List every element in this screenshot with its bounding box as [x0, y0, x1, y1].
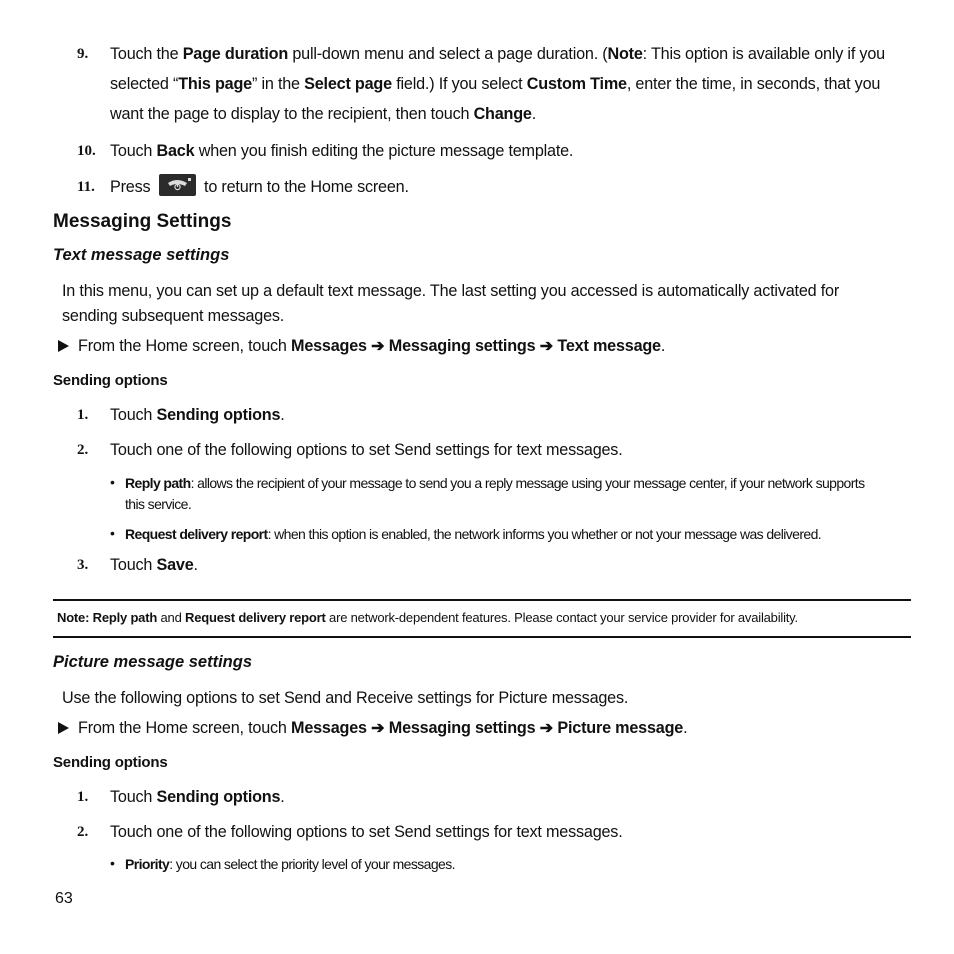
- text-run: pull-down menu and select a page duration. (: [288, 45, 608, 63]
- step-text: [110, 435, 910, 465]
- note-top-rule: [53, 599, 911, 601]
- text-run: From the Home screen, touch: [78, 719, 292, 737]
- text-run: : This option is available only if you: [642, 45, 885, 63]
- bullet-icon: •: [110, 855, 115, 871]
- sending-options-heading: Sending options: [53, 372, 168, 389]
- text-run: .: [193, 556, 198, 574]
- navigation-path-picture: [58, 718, 687, 738]
- step-9-line-3: [110, 99, 910, 129]
- bold-term: Request delivery report: [125, 526, 268, 542]
- navigation-path-text: [58, 336, 665, 356]
- step-number: 10.: [77, 143, 96, 159]
- step-11-text: [110, 172, 910, 202]
- text-run: selected “: [110, 75, 179, 93]
- step-number: 2.: [77, 442, 89, 458]
- bold-term: ➔: [366, 719, 389, 737]
- bold-term: Text message: [557, 337, 661, 355]
- bold-term: ➔: [535, 337, 558, 355]
- page-number: 63: [55, 890, 73, 907]
- step-9-line-2: [110, 69, 910, 99]
- bold-term: Request delivery report: [185, 610, 326, 625]
- text-run: ” in the: [251, 75, 305, 93]
- step-text: [110, 782, 910, 812]
- step-number: 1.: [77, 407, 89, 423]
- bold-term: Priority: [125, 856, 170, 872]
- press-label: Press: [110, 178, 151, 196]
- bold-term: Page duration: [182, 45, 289, 63]
- step-number: 2.: [77, 824, 89, 840]
- text-run: : allows the recipient of your message to send you a reply message using your message center, if your network supports: [190, 475, 865, 491]
- bold-term: Custom Time: [526, 75, 627, 93]
- step-9-line-1: [110, 39, 910, 69]
- triangle-bullet-icon: [58, 340, 69, 352]
- text-run: , enter the time, in seconds, that you: [626, 75, 881, 93]
- text-run: .: [280, 406, 285, 424]
- bullet-reply-path-line-1: [125, 473, 915, 494]
- step-number: 3.: [77, 557, 89, 573]
- bold-term: Note: Reply path: [57, 610, 158, 625]
- text-run: Touch: [110, 788, 157, 806]
- bold-term: Sending options: [156, 788, 281, 806]
- bold-term: Messaging settings: [388, 719, 536, 737]
- step-number: 11.: [77, 179, 95, 195]
- step-text: [110, 550, 910, 580]
- text-run: .: [683, 719, 688, 737]
- bullet-icon: •: [110, 474, 115, 490]
- bold-term: Messages: [291, 719, 367, 737]
- text-run: .: [660, 337, 666, 355]
- text-run: field.) If you select: [391, 75, 527, 93]
- step-text: [110, 817, 910, 847]
- text-run: and: [157, 610, 186, 625]
- bold-term: Sending options: [156, 406, 281, 424]
- bold-term: Picture message: [557, 719, 684, 737]
- text-run: want the page to display to the recipient, then touch: [110, 105, 474, 123]
- bold-term: ➔: [535, 719, 558, 737]
- text-run: Touch: [110, 556, 157, 574]
- step-number: 9.: [77, 46, 89, 62]
- path-text: [78, 719, 687, 737]
- text-run: Touch: [110, 142, 157, 160]
- bold-term: Messaging settings: [388, 337, 536, 355]
- text-run: .: [280, 788, 285, 806]
- text-run: Touch one of the following options to set Send settings for text messages.: [110, 823, 623, 841]
- section-title: Messaging Settings: [53, 211, 232, 232]
- bold-term: Change: [473, 105, 532, 123]
- bold-term: This page: [178, 75, 252, 93]
- path-text: [78, 337, 665, 355]
- triangle-bullet-icon: [58, 722, 69, 734]
- text-run: when you finish editing the picture message template.: [194, 142, 574, 160]
- bold-term: Note: [607, 45, 643, 63]
- subsection-title-picture: Picture message settings: [53, 653, 252, 671]
- sending-options-heading: Sending options: [53, 754, 168, 771]
- note-bottom-rule: [53, 636, 911, 638]
- bold-term: Back: [156, 142, 195, 160]
- press-suffix: to return to the Home screen.: [204, 178, 409, 196]
- bullet-icon: •: [110, 525, 115, 541]
- bullet-priority: [125, 854, 915, 875]
- text-run: .: [531, 105, 537, 123]
- subsection-title-text: Text message settings: [53, 246, 230, 264]
- text-run: are network-dependent features. Please contact your service provider for availability.: [325, 610, 798, 625]
- picture-intro: Use the following options to set Send and Receive settings for Picture messages.: [62, 689, 629, 707]
- step-text: [110, 400, 910, 430]
- bold-term: Messages: [291, 337, 367, 355]
- text-run: Touch the: [110, 45, 183, 63]
- end-key-icon: [159, 174, 196, 196]
- step-10-text: [110, 136, 910, 166]
- note-text: [57, 610, 798, 625]
- text-run: From the Home screen, touch: [78, 337, 292, 355]
- bold-term: ➔: [366, 337, 389, 355]
- bullet-delivery-report: [125, 524, 915, 545]
- intro-line-2: sending subsequent messages.: [62, 307, 285, 325]
- step-number: 1.: [77, 789, 89, 805]
- text-run: Touch one of the following options to set Send settings for text messages.: [110, 441, 623, 459]
- bold-term: Save: [156, 556, 194, 574]
- intro-line-1: In this menu, you can set up a default text message. The last setting you accessed is automatically activated for: [62, 282, 840, 300]
- text-run: : when this option is enabled, the network informs you whether or not your message was delivered.: [267, 526, 822, 542]
- text-run: : you can select the priority level of your messages.: [169, 856, 455, 872]
- bold-term: Select page: [304, 75, 392, 93]
- bullet-reply-path-line-2: [125, 494, 915, 515]
- bold-term: Reply path: [125, 475, 191, 491]
- text-run: this service.: [125, 496, 192, 512]
- text-run: Touch: [110, 406, 157, 424]
